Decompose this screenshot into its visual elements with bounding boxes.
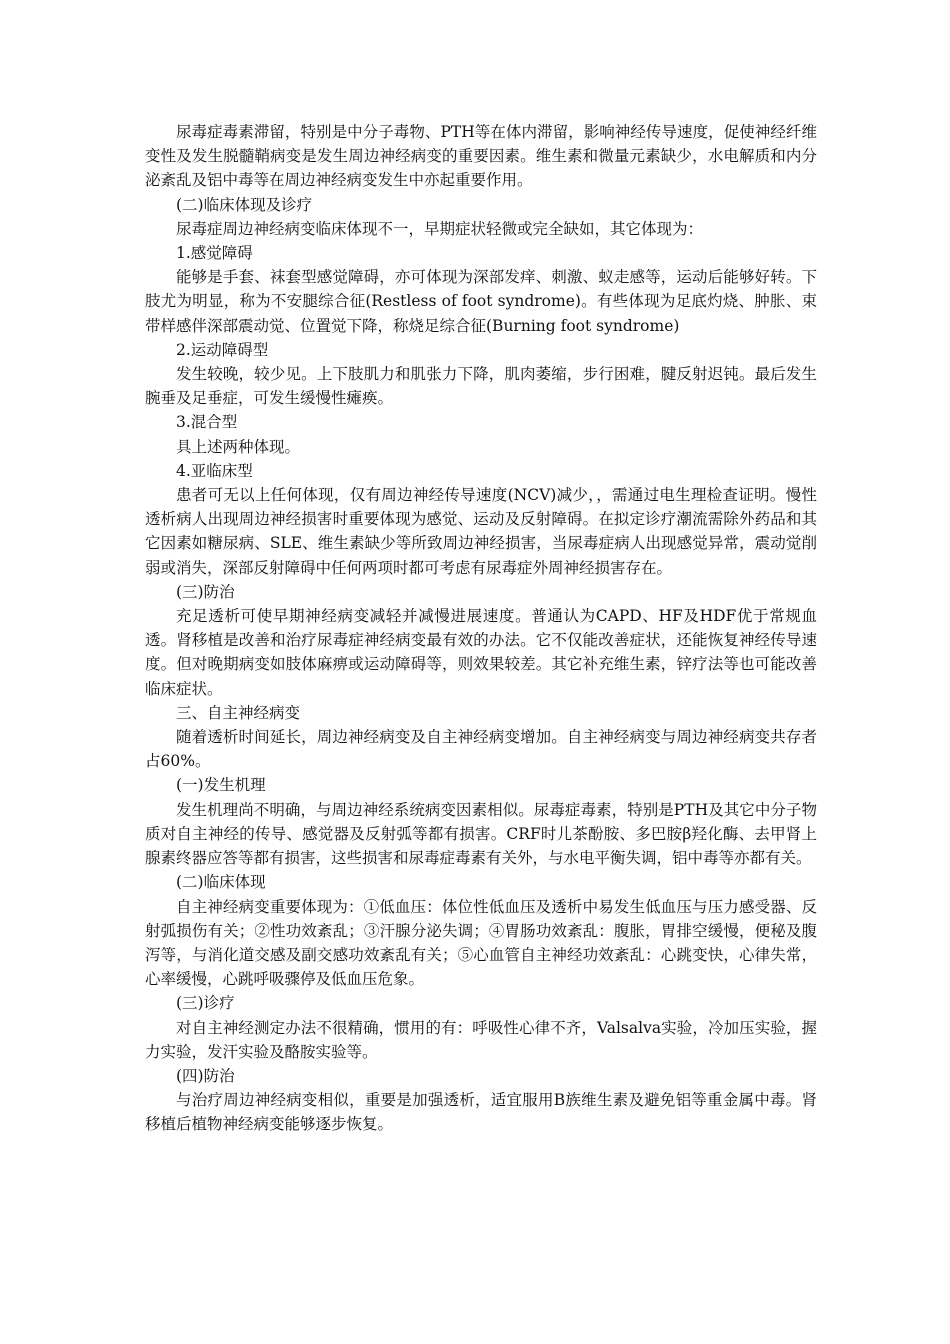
paragraph-clinical-overview: 尿毒症周边神经病变临床体现不一，早期症状轻微或完全缺如，其它体现为：	[176, 219, 704, 238]
heading-mixed-type: 3.混合型	[176, 413, 238, 432]
heading-motor-disorder: 2.运动障碍型	[176, 340, 269, 359]
paragraph-prevention: 充足透析可使早期神经病变减轻并减慢进展速度。普通认为CAPD、HF及HDF优于常规血透。肾移植是改善和治疗尿毒症神经病变最有效的办法。它不仅能改善症状，还能恢复神经传导速度。但对晚期病变如肢体麻痹或运动障碍等，则效果较差。其它补充维生素，锌疗法等也可能改善临床症状。	[145, 607, 817, 698]
heading-autonomic-neuropathy: 三、自主神经病变	[176, 703, 301, 722]
heading-subclinical-type: 4.亚临床型	[176, 461, 253, 480]
paragraph-mixed-type: 具上述两种体现。	[176, 437, 301, 456]
document-page	[145, 120, 817, 1137]
paragraph-sensory-disorder: 能够是手套、袜套型感觉障碍，亦可体现为深部发痒、刺激、蚁走感等，运动后能够好转。下肢尤为明显，称为不安腿综合征(Restless of foot syndrome)。有些体现为足底灼烧、肿胀、束带样感伴深部震动觉、位置觉下降，称烧足综合征(Burning foot syndrome)	[145, 268, 817, 335]
paragraph-mechanism: 发生机理尚不明确，与周边神经系统病变因素相似。尿毒症毒素，特别是PTH及其它中分子物质对自主神经的传导、感觉器及反射弧等都有损害。CRF时儿茶酚胺、多巴胺β羟化酶、去甲肾上腺素终器应答等都有损害，这些损害和尿毒症毒素有关外，与水电平衡失调，铝中毒等亦都有关。	[145, 800, 817, 868]
paragraph-autonomic-intro: 随着透析时间延长，周边神经病变及自主神经病变增加。自主神经病变与周边神经病变共存者占60%。	[145, 728, 817, 771]
heading-prevention: (三)防治	[176, 582, 235, 601]
heading-autonomic-prevention: (四)防治	[176, 1066, 235, 1085]
paragraph-diagnosis: 对自主神经测定办法不很精确，惯用的有：呼吸性心律不齐，Valsalva实验，冷加压实验，握力实验，发汗实验及酪胺实验等。	[145, 1018, 817, 1061]
paragraph-subclinical-type: 患者可无以上任何体现，仅有周边神经传导速度(NCV)减少，，需通过电生理检查证明。慢性透析病人出现周边神经损害时重要体现为感觉、运动及反射障碍。在拟定诊疗潮流需除外药品和其它因素如糖尿病、SLE、维生素缺少等所致周边神经损害，当尿毒症病人出现感觉异常，震动觉削弱或消失，深部反射障碍中任何两项时都可考虑有尿毒症外周神经损害存在。	[145, 486, 817, 577]
paragraph-motor-disorder: 发生较晚，较少见。上下肢肌力和肌张力下降，肌肉萎缩，步行困难，腱反射迟钝。最后发生腕垂及足垂症，可发生缓慢性瘫痪。	[145, 365, 817, 408]
heading-autonomic-clinical: (二)临床体现	[176, 873, 266, 892]
heading-mechanism: (一)发生机理	[176, 776, 266, 795]
heading-sensory-disorder: 1.感觉障碍	[176, 244, 253, 263]
heading-clinical-diagnosis: (二)临床体现及诊疗	[176, 195, 313, 214]
heading-diagnosis: (三)诊疗	[176, 994, 235, 1013]
paragraph-toxin-retention: 尿毒症毒素滞留，特别是中分子毒物、PTH等在体内滞留，影响神经传导速度，促使神经纤维变性及发生脱髓鞘病变是发生周边神经病变的重要因素。维生素和微量元素缺少，水电解质和内分泌紊乱及铝中毒等在周边神经病变发生中亦起重要作用。	[145, 123, 817, 190]
paragraph-autonomic-clinical: 自主神经病变重要体现为：①低血压：体位性低血压及透析中易发生低血压与压力感受器、反射弧损伤有关；②性功效紊乱；③汗腺分泌失调；④胃肠功效紊乱：腹胀，胃排空缓慢，便秘及腹泻等，与消化道交感及副交感功效紊乱有关；⑤心血管自主神经功效紊乱：心跳变快，心律失常，心率缓慢，心跳呼吸骤停及低血压危象。	[145, 897, 817, 989]
paragraph-autonomic-prevention: 与治疗周边神经病变相似，重要是加强透析，适宜服用B族维生素及避免铝等重金属中毒。肾移植后植物神经病变能够逐步恢复。	[145, 1091, 817, 1134]
